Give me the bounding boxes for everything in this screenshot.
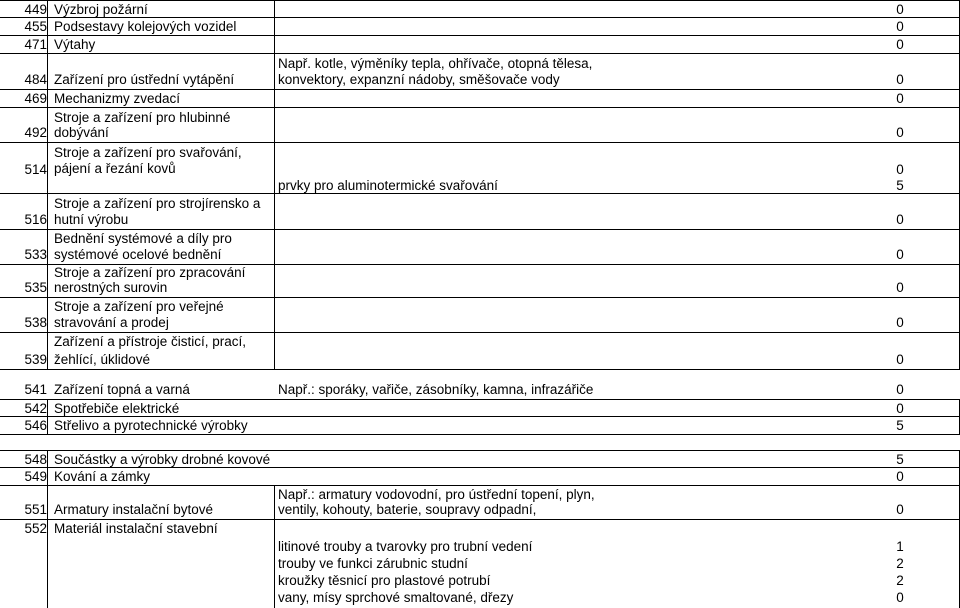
column-divider — [274, 486, 275, 519]
row-code: 542 — [24, 401, 47, 416]
column-divider — [274, 520, 275, 608]
column-divider — [47, 520, 48, 608]
row-code: 541 — [24, 382, 47, 397]
table-row — [0, 399, 960, 417]
row-code: 548 — [24, 452, 47, 467]
table-row — [0, 297, 960, 332]
row-code: 484 — [24, 72, 47, 87]
row-note: Např. kotle, výměníky tepla, ohřívače, otopná tělesa, — [278, 56, 593, 71]
row-code: 552 — [24, 521, 47, 536]
row-name: Podsestavy kolejových vozidel — [54, 19, 237, 34]
table-row — [0, 229, 960, 264]
row-name: Součástky a výrobky drobné kovové — [54, 452, 271, 467]
row-name: Spotřebiče elektrické — [54, 401, 180, 416]
row-value: 0 — [896, 280, 904, 295]
row-name: Mechanizmy zvedací — [54, 91, 181, 106]
row-note: trouby ve funkci zárubnic studní — [278, 556, 468, 571]
row-name: stravování a prodej — [54, 315, 169, 330]
row-code: 516 — [24, 212, 47, 227]
row-name: Stroje a zařízení pro veřejné — [54, 299, 224, 314]
row-code: 549 — [24, 469, 47, 484]
column-divider — [47, 230, 48, 264]
row-value: 5 — [896, 452, 904, 467]
row-note: Např.: sporáky, vařiče, zásobníky, kamna, infrazářiče — [278, 382, 594, 397]
row-note: Např.: armatury vodovodní, pro ústřední topení, plyn, — [278, 487, 595, 502]
row-code: 546 — [24, 418, 47, 433]
column-divider — [274, 1, 275, 18]
column-divider — [47, 108, 48, 142]
column-divider — [47, 194, 48, 229]
column-divider — [274, 18, 275, 35]
column-divider — [274, 90, 275, 107]
row-name: dobývání — [54, 125, 109, 140]
row-value: 0 — [896, 590, 904, 605]
row-name: Výzbroj požární — [54, 2, 148, 17]
row-code: 514 — [24, 162, 47, 177]
column-divider — [274, 265, 275, 297]
row-note: kroužky těsnicí pro plastové potrubí — [278, 573, 491, 588]
column-divider — [274, 36, 275, 53]
table-row — [0, 142, 960, 193]
row-name: Stroje a zařízení pro hlubinné — [54, 110, 231, 125]
row-name: Stroje a zařízení pro zpracování — [54, 265, 246, 280]
row-note: vany, mísy sprchové smaltované, dřezy — [278, 590, 514, 605]
row-name: Střelivo a pyrotechnické výrobky — [54, 418, 248, 433]
row-value: 0 — [896, 212, 904, 227]
row-name: hutní výrobu — [54, 212, 129, 227]
column-divider — [47, 486, 48, 519]
row-code: 551 — [24, 502, 47, 517]
column-divider — [47, 400, 48, 417]
table-row — [0, 107, 960, 142]
table-row — [0, 17, 960, 35]
row-name: systémové ocelové bednění — [54, 247, 222, 262]
row-value: 0 — [896, 162, 904, 177]
row-name: Bednění systémové a díly pro — [54, 231, 232, 246]
row-value: 1 — [896, 539, 904, 554]
row-value: 0 — [896, 401, 904, 416]
table-row — [0, 53, 960, 89]
row-name: Zařízení a přístroje čisticí, prací, — [54, 334, 247, 349]
row-note: konvektory, expanzní nádoby, směšovače vody — [278, 72, 560, 87]
row-name: Kování a zámky — [54, 469, 151, 484]
row-name: Stroje a zařízení pro svařování, — [54, 145, 242, 160]
row-name: žehlící, úklidové — [54, 352, 151, 367]
column-divider — [47, 333, 48, 369]
row-value: 0 — [896, 2, 904, 17]
table-row — [0, 89, 960, 107]
table-row — [0, 264, 960, 297]
column-divider — [47, 54, 48, 89]
row-value: 5 — [896, 178, 904, 193]
row-name: Zařízení topná a varná — [54, 382, 190, 397]
row-name: Armatury instalační bytové — [54, 502, 214, 517]
column-divider — [274, 333, 275, 369]
row-value: 2 — [896, 556, 904, 571]
table-row — [0, 332, 960, 370]
column-divider — [274, 143, 275, 193]
row-note: ventily, kohouty, baterie, soupravy odpadní, — [278, 502, 537, 517]
row-value: 0 — [896, 247, 904, 262]
row-name: Výtahy — [54, 37, 96, 52]
row-value: 0 — [896, 469, 904, 484]
row-value: 5 — [896, 418, 904, 433]
column-divider — [274, 194, 275, 229]
row-code: 538 — [24, 315, 47, 330]
row-note: litinové trouby a tvarovky pro trubní vedení — [278, 539, 533, 554]
row-name: pájení a řezání kovů — [54, 161, 176, 176]
row-value: 0 — [896, 125, 904, 140]
row-value: 2 — [896, 573, 904, 588]
row-name: Zařízení pro ústřední vytápění — [54, 72, 235, 87]
row-value: 0 — [896, 19, 904, 34]
column-divider — [274, 108, 275, 142]
row-value: 0 — [896, 91, 904, 106]
row-value: 0 — [896, 72, 904, 87]
column-divider — [47, 1, 48, 18]
table-row — [0, 485, 960, 519]
row-value: 0 — [896, 37, 904, 52]
table-row — [0, 416, 960, 435]
column-divider — [47, 90, 48, 107]
row-code: 471 — [24, 37, 47, 52]
column-divider — [47, 468, 48, 485]
row-code: 469 — [24, 91, 47, 106]
row-code: 455 — [24, 19, 47, 34]
column-divider — [47, 18, 48, 35]
row-code: 533 — [24, 247, 47, 262]
row-code: 492 — [24, 125, 47, 140]
table-row — [0, 193, 960, 229]
column-divider — [47, 298, 48, 332]
column-divider — [47, 143, 48, 193]
row-note: prvky pro aluminotermické svařování — [278, 178, 498, 193]
table-row — [0, 519, 960, 608]
table-row — [0, 467, 960, 485]
table-row — [0, 450, 960, 468]
row-name: Materiál instalační stavební — [54, 521, 218, 536]
row-value: 0 — [896, 352, 904, 367]
table-row — [0, 0, 960, 18]
column-divider — [47, 417, 48, 434]
row-value: 0 — [896, 382, 904, 397]
column-divider — [47, 451, 48, 468]
column-divider — [274, 230, 275, 264]
column-divider — [47, 265, 48, 297]
row-name: Stroje a zařízení pro strojírensko a — [54, 196, 261, 211]
table-row — [0, 35, 960, 53]
row-name: nerostných surovin — [54, 280, 168, 295]
row-value: 0 — [896, 502, 904, 517]
table-row — [0, 381, 960, 398]
row-code: 535 — [24, 280, 47, 295]
row-value: 0 — [896, 315, 904, 330]
column-divider — [274, 54, 275, 89]
column-divider — [274, 298, 275, 332]
row-code: 449 — [24, 2, 47, 17]
row-code: 539 — [24, 352, 47, 367]
column-divider — [47, 36, 48, 53]
